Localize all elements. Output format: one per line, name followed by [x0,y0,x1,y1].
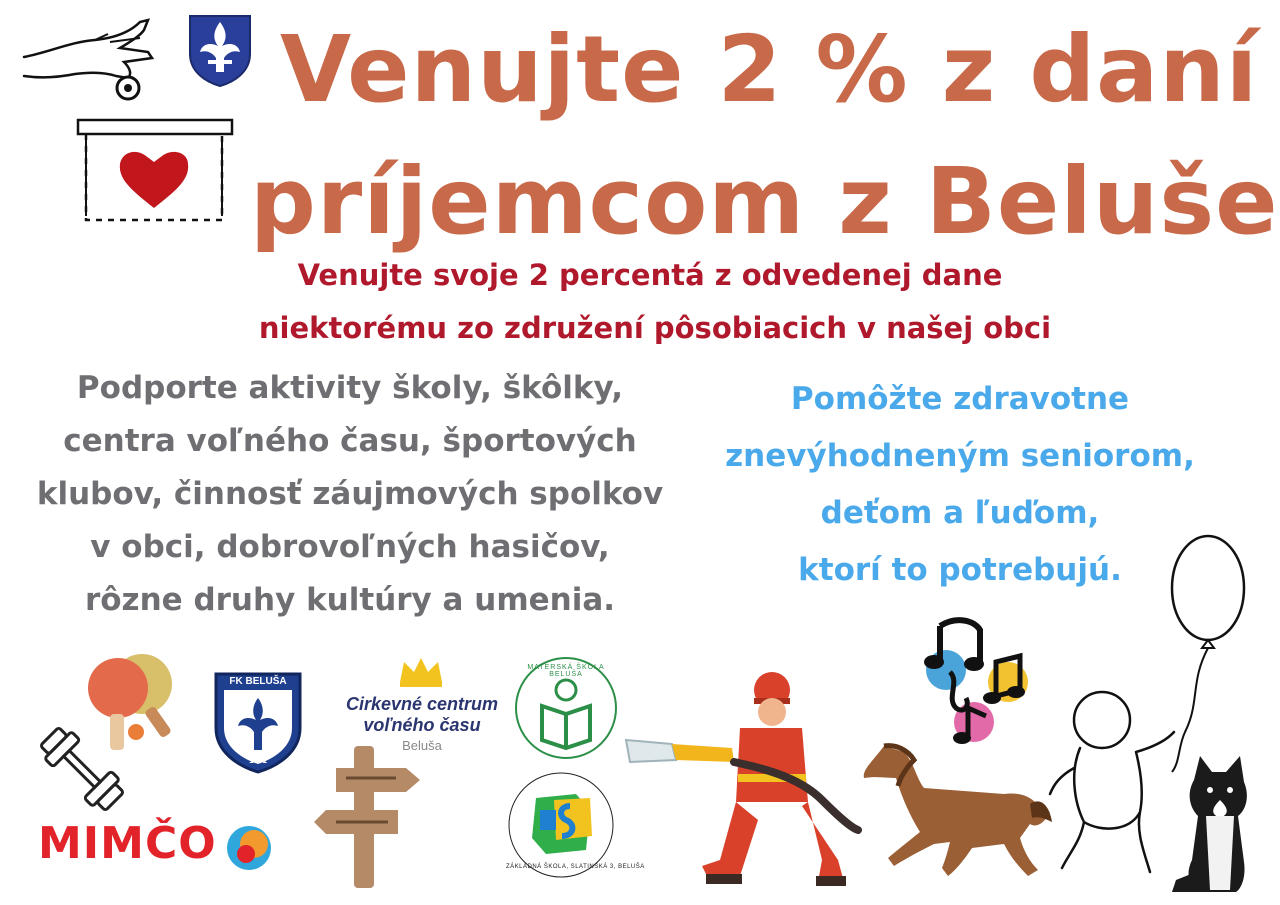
belusa-coat-of-arms-icon [188,14,252,88]
dog-illustration [1166,752,1270,894]
ccvc-line-1: Cirkevné centrum [345,694,499,714]
materska-skola-text: MATERSKÁ ŠKOLA BELUŠA [527,664,605,678]
mimco-logo-text: MIMČO [38,818,217,869]
left-paragraph [20,362,680,627]
left-text-line: Podporte aktivity školy, škôlky, [76,370,624,406]
right-text-line: znevýhodneným seniorom, [725,438,1195,474]
left-text-line: klubov, činnosť záujmových spolkov [36,476,664,512]
mimco-logo [38,818,268,884]
signpost-icon [312,742,424,892]
mimco-logo-ball-icon [224,822,274,874]
subtitle-line-2: niektorému zo združení pôsobiacich v našej obci [258,311,1052,345]
materska-skola-logo [512,654,620,762]
right-text-line: Pomôžte zdravotne [790,381,1130,417]
firefighter-illustration [622,670,862,892]
fk-belusa-logo [212,670,304,774]
left-text-line: centra voľného času, športových [63,423,637,459]
left-text-line: rôzne druhy kultúry a umenia. [84,582,616,618]
title-line-1: Venujte 2 % z daní [280,16,1259,123]
subtitle-line-1: Venujte svoje 2 percentá z odvedenej dane [297,258,1003,292]
fk-belusa-name: FK BELUŠA [229,676,287,687]
donation-box-heart-illustration [74,116,236,226]
left-text-line: v obci, dobrovoľných hasičov, [90,529,610,565]
zakladna-skola-logo [506,770,645,880]
hand-coin-illustration [20,12,160,104]
right-text-line: deťom a ľuďom, [820,495,1100,531]
fk-belusa-year: 1951 [249,756,267,765]
right-text-line: ktorí to potrebujú. [798,552,1122,588]
music-notes-illustration [910,612,1040,748]
crown-icon [396,654,446,690]
ccvc-line-2: voľného času [363,715,481,735]
zakladna-skola-text: ZÁKLADNÁ ŠKOLA, SLATINSKÁ 3, BELUŠA [506,864,645,870]
ccvc-line-3: Beluša [402,738,442,753]
dumbbell-icon [34,724,130,814]
title-line-2: príjemcom z Beluše [250,148,1279,255]
horse-illustration [854,738,1054,886]
